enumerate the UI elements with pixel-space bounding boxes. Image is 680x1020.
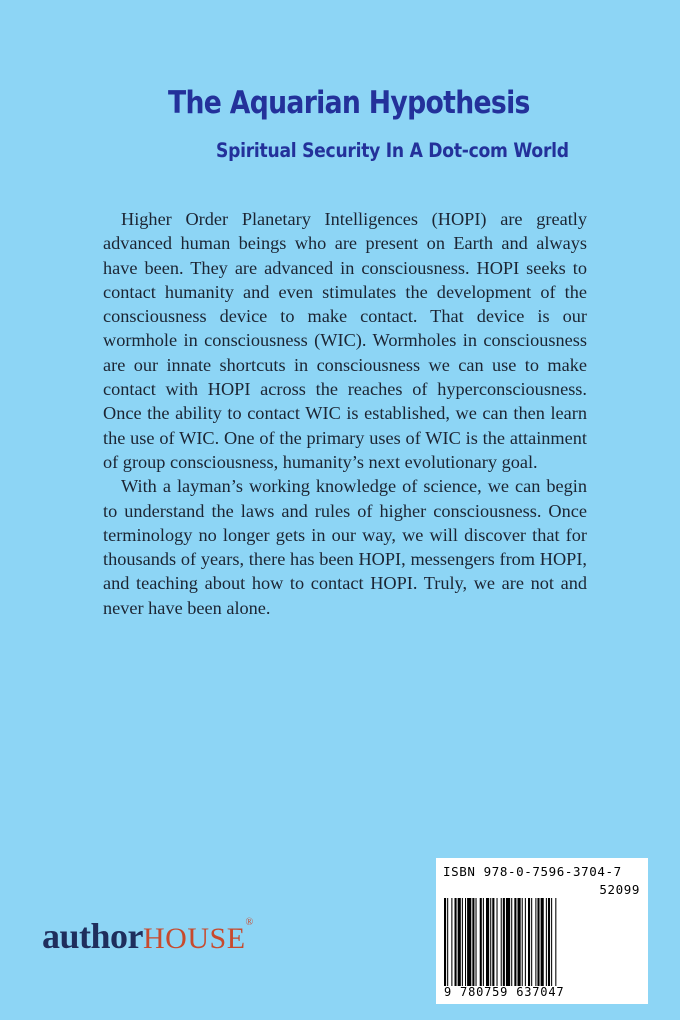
blurb-paragraph: With a layman’s working knowledge of science, we can begin to understand the laws and rules of higher consciousness. Once terminology no longer gets in our way, we will discover that for thousands of years, there has been HOPI, messengers from HOPI, and teaching about how to contact HOPI. Truly, we are not and never have been alone. [103, 476, 587, 618]
barcode-bar [483, 898, 484, 986]
barcode-bar [522, 898, 523, 986]
barcode-bar [555, 898, 556, 986]
barcode-bar [480, 898, 482, 986]
publisher-logo [42, 918, 253, 954]
barcode-bars [444, 898, 638, 986]
barcode-bar [501, 898, 502, 986]
barcode-bar [525, 898, 526, 986]
barcode-bar [528, 898, 530, 986]
barcode-bar [455, 898, 457, 986]
barcode-bar [465, 898, 466, 986]
book-title: The Aquarian Hypothesis [168, 85, 530, 121]
barcode-bar [497, 898, 498, 986]
barcode-bar [467, 898, 471, 986]
barcode-bar [472, 898, 474, 986]
isbn-barcode-box [436, 858, 648, 1004]
barcode-bar [551, 898, 552, 986]
publisher-logo-house: HOUSE [143, 922, 246, 955]
barcode-bar [458, 898, 461, 986]
barcode-bar [546, 898, 547, 986]
barcode-bar [486, 898, 489, 986]
barcode-bar [548, 898, 550, 986]
barcode-bar [518, 898, 521, 986]
barcode-digits: 9 780759 637047 [444, 985, 565, 999]
barcode-bar [476, 898, 477, 986]
publisher-logo-author: author [42, 916, 144, 956]
price-code: 52099 [599, 882, 640, 897]
barcode-bar [462, 898, 463, 986]
barcode-bar [490, 898, 491, 986]
barcode-bar [451, 898, 452, 986]
barcode-bar [541, 898, 544, 986]
barcode-bar [506, 898, 510, 986]
barcode-bar [514, 898, 516, 986]
blurb-paragraph: Higher Order Planetary Intelligences (HOPI) are greatly advanced human beings who are present on Earth and always have been. They are advanced in consciousness. HOPI seeks to contact humanity and even stimulates the development of the consciousness device to make contact. That device is our wormhole in consciousness (WIC). Wormholes in consciousness are our innate shortcuts in consciousness we can use to make contact with HOPI across the reaches of hyperconsciousness. Once the ability to contact WIC is established, we can then learn the use of WIC. One of the primary uses of WIC is the attainment of group consciousness, humanity’s next evolutionary goal. [103, 209, 587, 472]
blurb [103, 207, 587, 620]
barcode-bar [447, 898, 448, 986]
barcode-bar [444, 898, 446, 986]
barcode-bar [492, 898, 494, 986]
registered-mark: ® [245, 917, 254, 928]
barcode-bar [503, 898, 505, 986]
barcode-bar [535, 898, 536, 986]
barcode-bar [511, 898, 512, 986]
book-subtitle: Spiritual Security In A Dot-com World [216, 139, 569, 162]
isbn-number: ISBN 978-0-7596-3704-7 [443, 864, 622, 879]
barcode-bar [537, 898, 539, 986]
barcode-bar [531, 898, 532, 986]
